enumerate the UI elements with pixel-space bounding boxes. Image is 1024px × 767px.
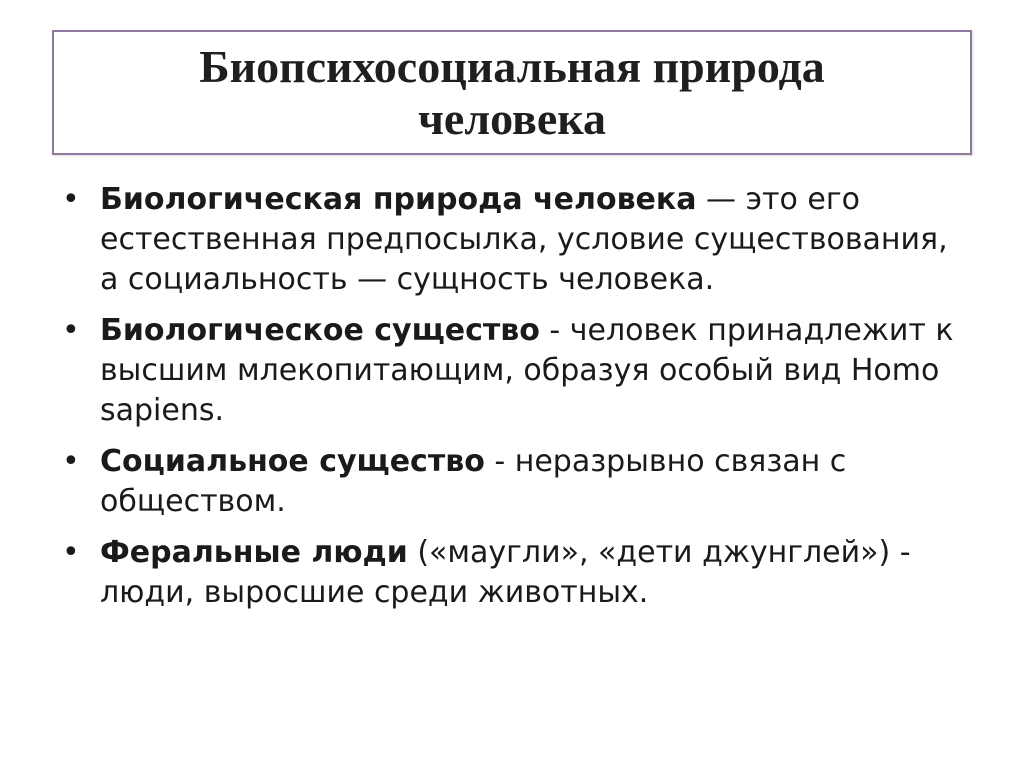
bullet-item-biological-nature	[60, 180, 960, 300]
bullet-text: - человек принадлежит к высшим млекопитающим, образуя особый вид Homo sapiens.	[100, 313, 954, 428]
bullet-item-biological-being	[60, 311, 960, 431]
bullet-term: Социальное существо	[100, 444, 485, 479]
bullet-term: Феральные люди	[100, 535, 408, 570]
title-box	[52, 30, 972, 155]
bullet-term: Биологическое существо	[100, 313, 540, 348]
bullet-icon: •	[62, 313, 80, 348]
bullet-text: - неразрывно связан с обществом.	[100, 444, 847, 519]
bullet-text: — это его естественная предпосылка, условие существования, а социальность — сущность человека.	[100, 182, 948, 297]
slide-title	[199, 41, 825, 145]
bullet-item-feral-people	[60, 533, 960, 613]
bullet-icon: •	[62, 182, 80, 217]
bullet-term: Биологическая природа человека	[100, 182, 697, 217]
bullet-item-social-being	[60, 442, 960, 522]
bullet-list	[60, 180, 960, 624]
title-line-2: человека	[417, 92, 607, 144]
title-line-1: Биопсихосоциальная природа	[199, 40, 825, 92]
bullet-icon: •	[62, 444, 80, 479]
bullet-text: («маугли», «дети джунглей») - люди, выросшие среди животных.	[100, 535, 911, 610]
bullet-icon: •	[62, 535, 80, 570]
